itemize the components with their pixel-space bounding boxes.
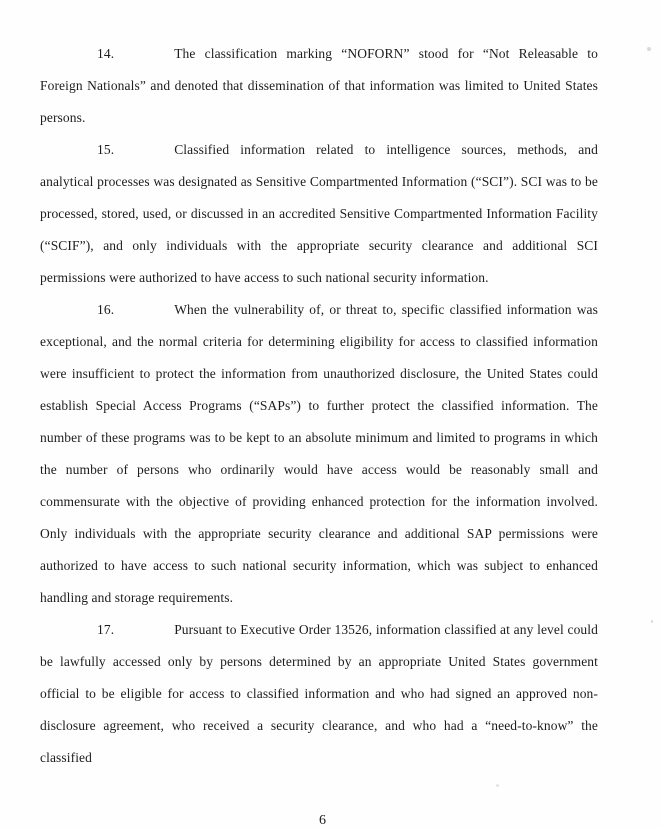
paragraph-17-text: Pursuant to Executive Order 13526, information classified at any level could be lawfully accessed only by persons determined by an appropriate United States government official to be eligible for access to classified information and who had signed an approved non-disclosure agreement, who received a security clearance, and who had a “need-to-know” the classified	[40, 622, 598, 765]
paragraph-16-number: 16.	[97, 302, 115, 317]
paragraph-15	[40, 134, 598, 294]
paragraph-15-text: Classified information related to intelligence sources, methods, and analytical processes was designated as Sensitive Compartmented Information (“SCI”). SCI was to be processed, stored, used, or discussed in an accredited Sensitive Compartmented Information Facility (“SCIF”), and only individuals with the appropriate security clearance and additional SCI permissions were authorized to have access to such national security information.	[40, 142, 598, 285]
paragraph-15-number: 15.	[97, 142, 115, 157]
tab-spacer	[114, 633, 174, 634]
tab-spacer	[114, 313, 174, 314]
paragraph-14-text: The classification marking “NOFORN” stood for “Not Releasable to Foreign Nationals” and denoted that dissemination of that information was limited to United States persons.	[40, 46, 598, 125]
paragraph-16-text: When the vulnerability of, or threat to, specific classified information was exceptional, and the normal criteria for determining eligibility for access to classified information were insufficient to protect the information from unauthorized disclosure, the United States could establish Special Access Programs (“SAPs”) to further protect the classified information. The number of these programs was to be kept to an absolute minimum and limited to programs in which the number of persons who ordinarily would have access would be reasonably small and commensurate with the objective of providing enhanced protection for the information involved. Only individuals with the appropriate security clearance and additional SAP permissions were authorized to have access to such national security information, which was subject to enhanced handling and storage requirements.	[40, 302, 598, 605]
paragraph-14	[40, 38, 598, 134]
paragraph-16	[40, 294, 598, 614]
scan-artifact	[651, 620, 653, 623]
paragraph-17	[40, 614, 598, 774]
scan-artifact	[647, 47, 651, 51]
page-number: 6	[319, 813, 326, 828]
tab-spacer	[114, 57, 174, 58]
scan-artifact	[496, 784, 499, 787]
document-body	[40, 38, 598, 774]
paragraph-14-number: 14.	[97, 46, 115, 61]
paragraph-17-number: 17.	[97, 622, 115, 637]
tab-spacer	[114, 153, 174, 154]
